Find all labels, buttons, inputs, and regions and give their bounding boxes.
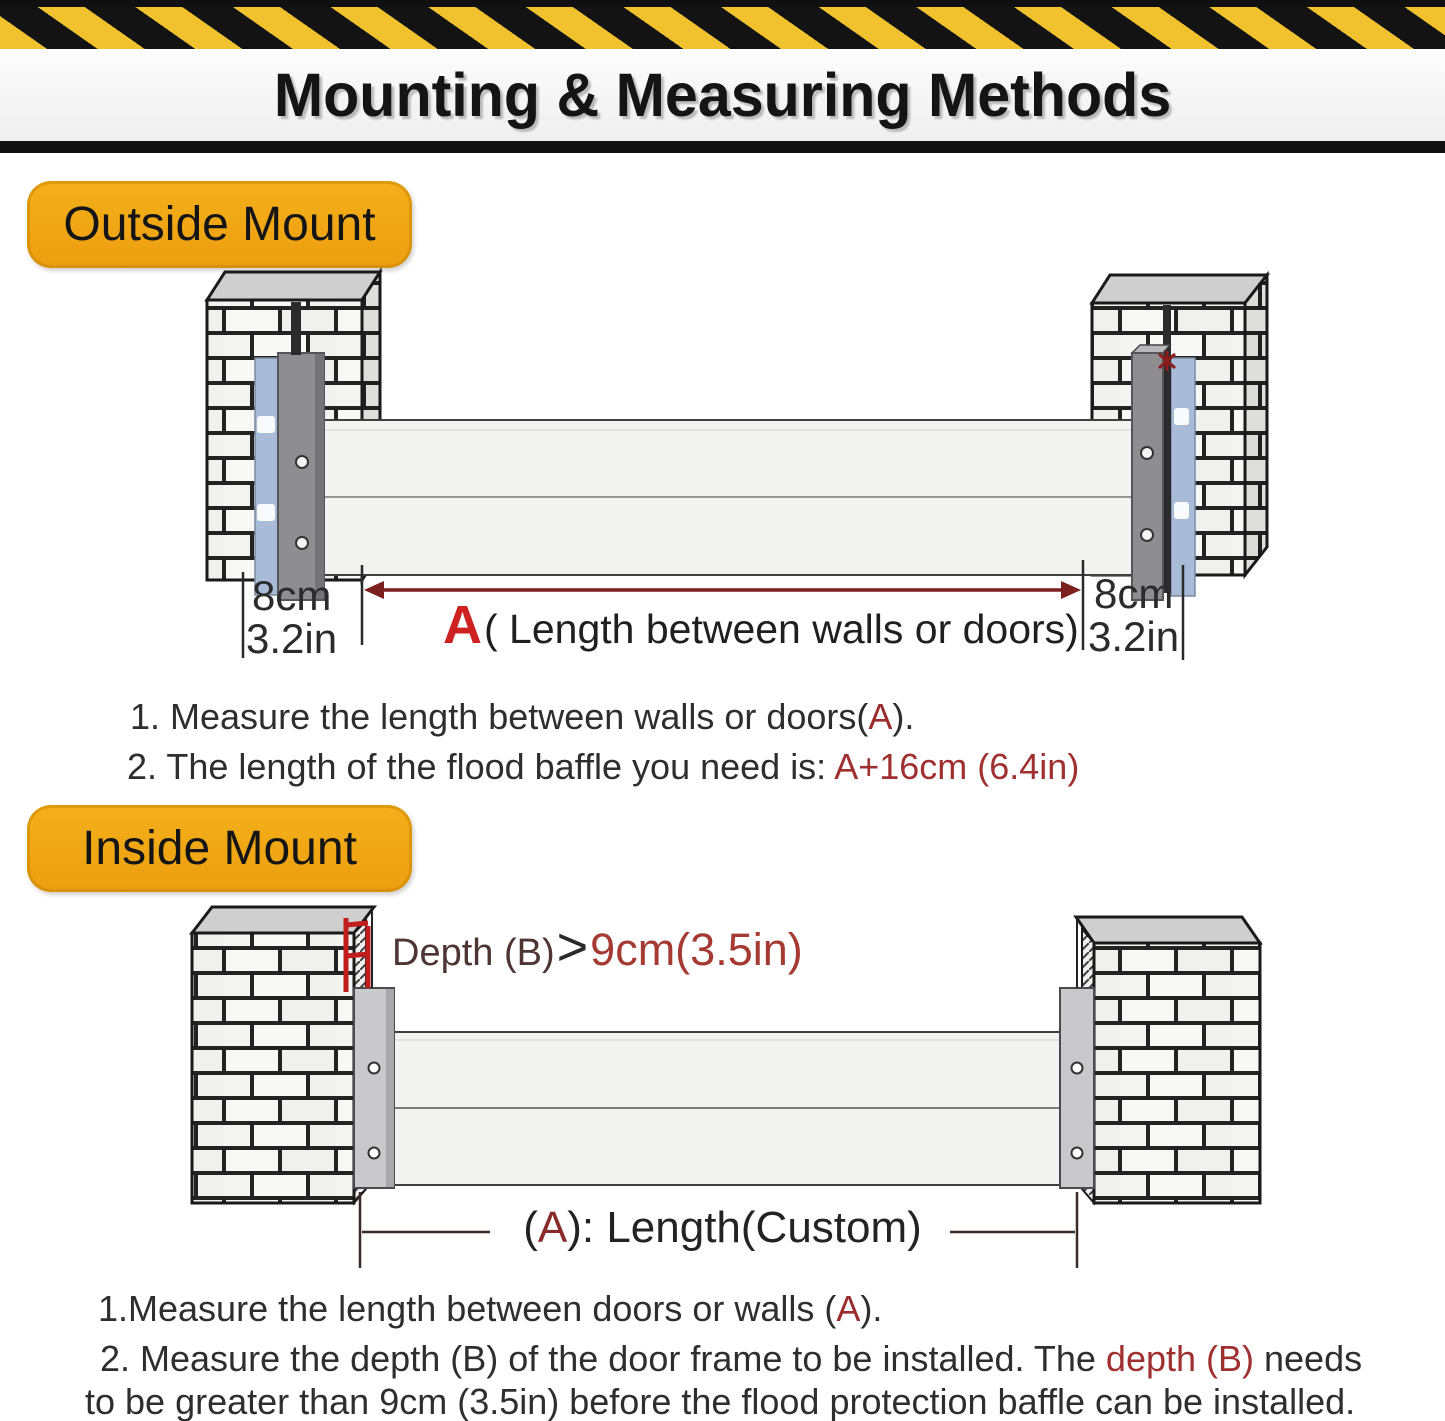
caution-stripe xyxy=(0,7,1445,49)
outside-mount-label xyxy=(27,181,412,268)
left-gap-in: 3.2in xyxy=(246,615,338,662)
inside-step-2-line1: 2. Measure the depth (B) of the door frame to be installed. The depth (B) needs xyxy=(100,1338,1363,1379)
screw-hole xyxy=(1072,1063,1083,1074)
inside-mount-label xyxy=(27,805,412,892)
depth-annotation-label: Depth (B) xyxy=(392,932,555,974)
outside-step-1: 1. Measure the length between walls or doors(A). xyxy=(130,696,915,737)
right-pillar xyxy=(1076,917,1260,1203)
right-gap-in: 3.2in xyxy=(1088,613,1180,660)
flood-barrier-panels xyxy=(322,420,1133,575)
inside-mount-label-text: Inside Mount xyxy=(82,822,357,875)
top-black-bar xyxy=(0,0,1445,7)
screw-hole xyxy=(1141,447,1153,459)
title-band xyxy=(0,49,1445,141)
inside-step-1: 1.Measure the length between doors or walls (A). xyxy=(98,1288,883,1329)
depth-annotation-value: 9cm(3.5in) xyxy=(590,924,803,975)
length-letter-A: A xyxy=(537,1203,568,1252)
left-blue-seal-strip xyxy=(255,358,278,595)
screw-hole xyxy=(1141,529,1153,541)
greater-than-sign: > xyxy=(556,917,589,977)
screw-hole xyxy=(1072,1148,1083,1159)
page-title: Mounting & Measuring Methods xyxy=(273,61,1172,129)
depth-annotation xyxy=(392,916,803,978)
right-blue-seal-strip xyxy=(1171,358,1195,596)
outside-mount-label-text: Outside Mount xyxy=(63,198,376,251)
outside-step-2: 2. The length of the flood baffle you need is: A+16cm (6.4in) xyxy=(127,746,1080,787)
screw-hole xyxy=(369,1148,380,1159)
screw-hole xyxy=(369,1063,380,1074)
screw-hole xyxy=(296,456,308,468)
custom-length-annotation: ( A ): Length(Custom) xyxy=(523,1203,922,1252)
inside-step-2-line2: to be greater than 9cm (3.5in) before the flood protection baffle can be installed. xyxy=(85,1381,1356,1421)
left-gap-cm: 8cm xyxy=(252,572,332,619)
length-annotation-text: ( Length between walls or doors) xyxy=(484,606,1079,652)
bottom-black-bar xyxy=(0,141,1445,153)
length-letter-A: A xyxy=(443,595,482,655)
left-channel-slot xyxy=(291,302,301,355)
flood-barrier-panels xyxy=(394,1032,1060,1185)
left-mounting-bracket xyxy=(354,988,394,1188)
length-annotation xyxy=(443,594,1079,656)
right-gap-cm: 8cm xyxy=(1094,570,1174,617)
screw-hole xyxy=(296,537,308,549)
header-banner xyxy=(0,0,1445,155)
